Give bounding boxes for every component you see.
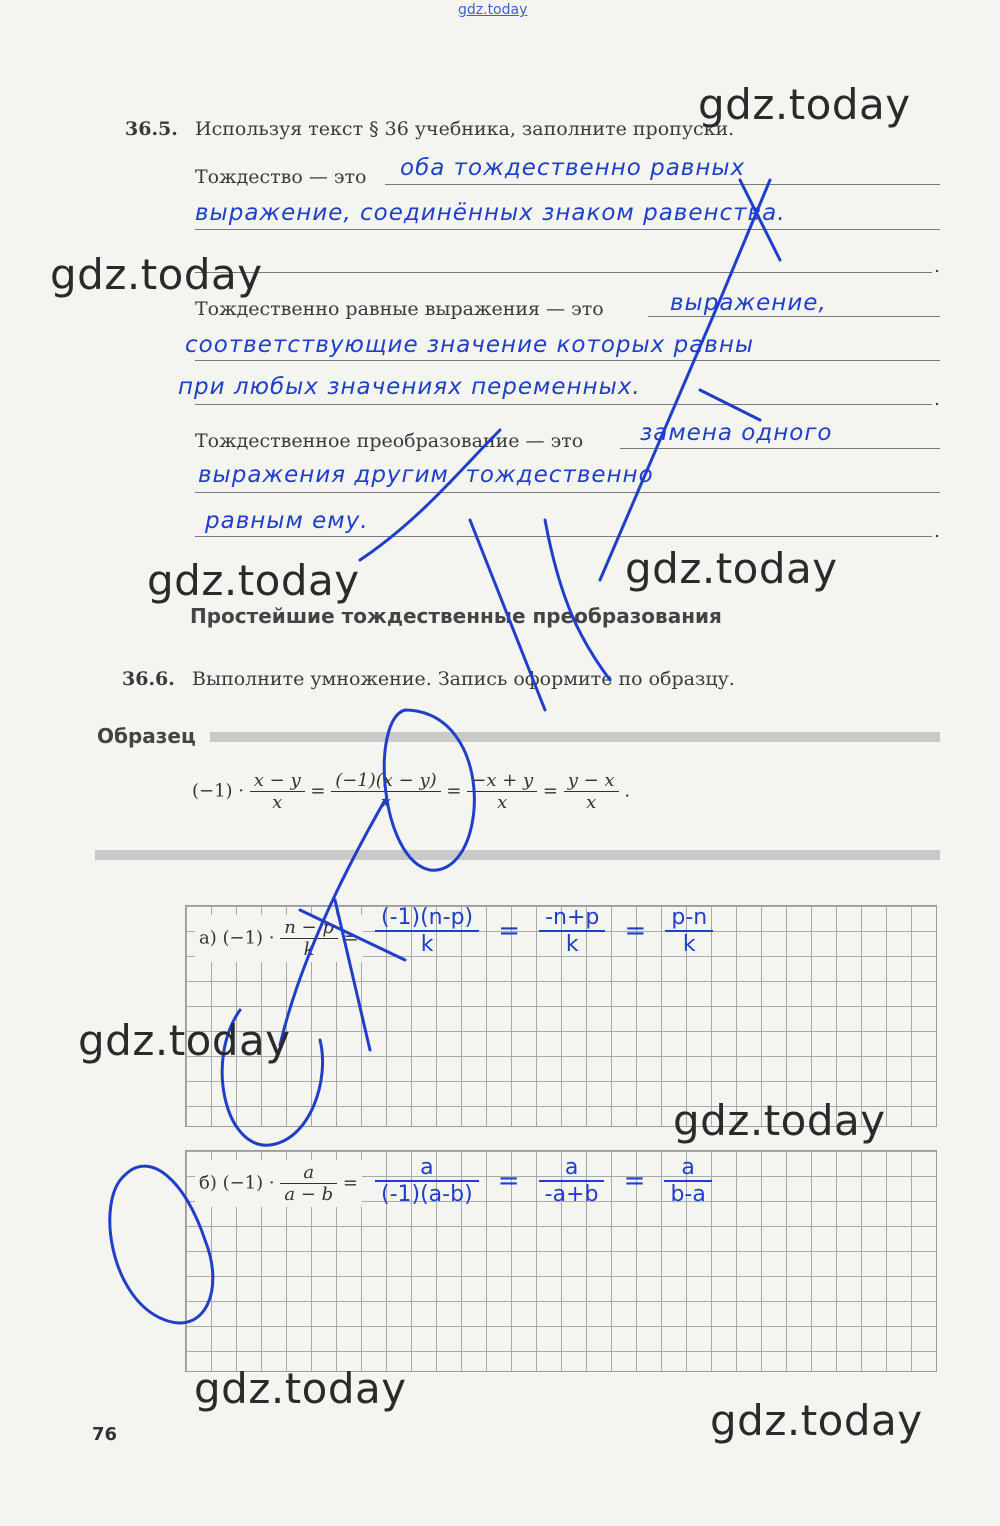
fraction-denominator: k bbox=[303, 939, 315, 960]
handwritten-answer: оба тождественно равных bbox=[400, 155, 746, 181]
period: . bbox=[934, 388, 941, 410]
watermark-link[interactable]: gdz.today bbox=[458, 2, 528, 18]
period: . bbox=[934, 255, 941, 277]
period: . bbox=[934, 520, 941, 542]
sample-label: Образец bbox=[97, 724, 196, 748]
equals-sign: = bbox=[342, 1172, 358, 1194]
sample-lhs: (−1) · bbox=[192, 780, 245, 802]
definition-2-label: Тождественно равные выражения — это bbox=[195, 298, 604, 320]
watermark: gdz.today bbox=[625, 544, 838, 593]
fraction-denominator: x bbox=[380, 792, 391, 813]
equals-sign: = bbox=[310, 780, 326, 802]
watermark: gdz.today bbox=[50, 250, 263, 299]
fraction-numerator: a bbox=[280, 1162, 337, 1184]
exercise-b-label: б) (−1) · bbox=[199, 1172, 275, 1194]
fraction-numerator: a bbox=[664, 1155, 711, 1182]
equals-sign: = bbox=[446, 780, 462, 802]
handwritten-answer: замена одного bbox=[640, 420, 833, 446]
handwritten-equals: = bbox=[624, 916, 647, 946]
fraction-numerator: x − y bbox=[250, 770, 305, 792]
fraction-numerator: n − p bbox=[280, 917, 338, 939]
task-36-6-instruction: Выполните умножение. Запись оформите по образцу. bbox=[192, 668, 735, 690]
definition-1-label: Тождество — это bbox=[195, 166, 367, 188]
fraction-numerator: y − x bbox=[564, 770, 619, 792]
watermark: gdz.today bbox=[698, 80, 911, 129]
period: . bbox=[624, 780, 631, 802]
fraction-denominator: x bbox=[586, 792, 597, 813]
page-number: 76 bbox=[92, 1424, 118, 1445]
watermark: gdz.today bbox=[78, 1016, 291, 1065]
watermark: gdz.today bbox=[194, 1364, 407, 1413]
equals-sign: = bbox=[343, 927, 359, 949]
fraction-numerator: a bbox=[539, 1155, 605, 1182]
fraction-numerator: -n+p bbox=[539, 905, 605, 932]
handwritten-answer: соответствующие значение которых равны bbox=[185, 332, 755, 358]
handwritten-answer: выражение, соединённых знаком равенства. bbox=[195, 200, 786, 226]
task-number-36-5: 36.5. bbox=[125, 118, 178, 140]
fraction-denominator: k bbox=[420, 932, 434, 957]
fraction-numerator: −x + y bbox=[467, 770, 537, 792]
handwritten-answer: равным ему. bbox=[205, 508, 369, 534]
handwritten-answer: выражения другим, тождественно bbox=[198, 462, 654, 488]
equals-sign: = bbox=[542, 780, 558, 802]
fraction-denominator: (-1)(a-b) bbox=[381, 1182, 473, 1207]
section-title: Простейшие тождественные преобразования bbox=[190, 604, 722, 628]
watermark: gdz.today bbox=[673, 1096, 886, 1145]
watermark: gdz.today bbox=[710, 1396, 923, 1445]
fraction-denominator: x bbox=[497, 792, 508, 813]
fraction-denominator: -a+b bbox=[544, 1182, 599, 1207]
fraction-denominator: k bbox=[565, 932, 579, 957]
fraction-denominator: k bbox=[682, 932, 696, 957]
handwritten-equals: = bbox=[623, 1166, 646, 1196]
fraction-denominator: x bbox=[272, 792, 283, 813]
handwritten-answer: при любых значениях переменных. bbox=[178, 374, 641, 400]
exercise-a-label: а) (−1) · bbox=[199, 927, 275, 949]
fraction-numerator: (−1)(x − y) bbox=[331, 770, 440, 792]
fraction-numerator: (-1)(n-p) bbox=[375, 905, 479, 932]
task-number-36-6: 36.6. bbox=[122, 668, 175, 690]
handwritten-equals: = bbox=[498, 916, 521, 946]
definition-3-label: Тождественное преобразование — это bbox=[195, 430, 584, 452]
fraction-numerator: p-n bbox=[665, 905, 713, 932]
task-36-5-instruction: Используя текст § 36 учебника, заполните пропуски. bbox=[195, 118, 735, 140]
handwritten-equals: = bbox=[497, 1166, 520, 1196]
handwritten-answer: выражение, bbox=[670, 290, 827, 316]
fraction-denominator: b-a bbox=[670, 1182, 706, 1207]
fraction-denominator: a − b bbox=[284, 1184, 334, 1205]
watermark: gdz.today bbox=[147, 556, 360, 605]
fraction-numerator: a bbox=[375, 1155, 479, 1182]
